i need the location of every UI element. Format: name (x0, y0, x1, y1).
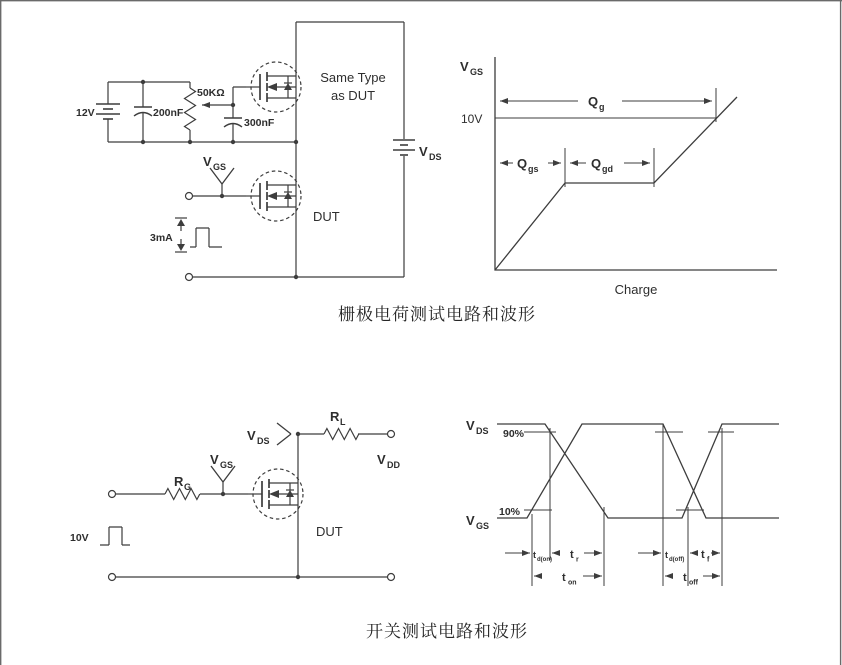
vds-label-base: V (247, 428, 256, 443)
current-label: 3mA (150, 232, 173, 244)
qgs-label-base: Q (517, 156, 528, 171)
mosfet-dut (248, 469, 303, 519)
same-type-label-2: as DUT (330, 88, 376, 103)
vdd-label-base: V (377, 452, 386, 467)
vgs-label-base: V (203, 154, 212, 169)
tdon-label-sub: d(on) (537, 557, 552, 563)
vds-label-base: V (419, 144, 428, 159)
terminals (109, 431, 395, 581)
tdoff-label-sub: d(off) (669, 557, 685, 563)
vds-probe-arrow (277, 423, 291, 445)
qgd-label-base: Q (591, 156, 602, 171)
vds-trace-label-sub: DS (476, 426, 489, 436)
qgd-label-sub: gd (602, 164, 613, 174)
gate-charge-caption: 栅极电荷测试电路和波形 (338, 305, 536, 324)
vgs-label-base: V (210, 452, 219, 467)
y-axis-label-base: V (460, 59, 469, 74)
measurement-lines (532, 424, 722, 586)
tf-label-sub: f (707, 556, 710, 564)
vgs-trace (497, 424, 779, 518)
qg-label-base: Q (588, 94, 599, 109)
vgs-label-sub: GS (213, 162, 227, 172)
switching-waveform (466, 418, 779, 587)
rg-label-base: R (174, 474, 184, 489)
terminals (186, 193, 193, 281)
toff-label-base: t (683, 572, 687, 584)
rl-label-base: R (330, 409, 340, 424)
switching-test-circuit (70, 409, 400, 581)
switching-caption: 开关测试电路和波形 (366, 622, 528, 641)
y-axis-label-sub: GS (470, 67, 484, 77)
tf-label-base: t (701, 549, 705, 561)
vds-trace-label-base: V (466, 418, 475, 433)
vdd-label-sub: DD (387, 460, 400, 470)
tr-label-sub: r (576, 556, 579, 564)
circuit-wires (100, 434, 387, 577)
pulse-10v-label: 10V (70, 532, 89, 544)
vds-trace (497, 424, 779, 518)
cap1-label: 200nF (153, 107, 184, 119)
cap2-label: 300nF (244, 117, 275, 129)
vgs-trace-label-sub: GS (476, 521, 490, 531)
tdon-label-base: t (533, 550, 536, 560)
qgs-label-sub: gs (528, 164, 539, 174)
dut-label: DUT (313, 209, 340, 224)
toff-label-sub: off (689, 579, 698, 587)
supply-battery-12v (96, 104, 120, 119)
gate-charge-test-circuit (76, 22, 442, 281)
ten-pct-label: 10% (499, 506, 521, 518)
rg-label-sub: G (184, 482, 192, 492)
ninety-pct-label: 90% (503, 428, 525, 440)
x-axis-label: Charge (614, 282, 658, 297)
rl-label-sub: L (340, 417, 346, 427)
mosfet-same-type (246, 62, 301, 112)
qg-label-sub: g (599, 102, 605, 112)
gate-charge-waveform (460, 57, 777, 297)
dut-label: DUT (316, 524, 343, 539)
same-type-label-1: Same Type (320, 70, 386, 85)
rg-resistor (165, 489, 200, 500)
ton-label-base: t (562, 572, 566, 584)
vgs-label-sub: GS (220, 460, 234, 470)
current-source-3ma (175, 218, 222, 252)
rl-resistor (324, 429, 359, 440)
pot-label: 50KΩ (197, 87, 225, 99)
tr-label-base: t (570, 549, 574, 561)
vds-label-sub: DS (257, 436, 270, 446)
level-10v-label: 10V (461, 112, 483, 126)
vds-battery (393, 140, 415, 155)
vgs-curve (495, 97, 737, 270)
vgs-trace-label-base: V (466, 513, 475, 528)
ton-label-sub: on (568, 579, 577, 587)
mosfet-dut (246, 171, 301, 221)
supply-label: 12V (76, 107, 95, 119)
tdoff-label-base: t (665, 550, 668, 560)
vds-label-sub: DS (429, 152, 442, 162)
